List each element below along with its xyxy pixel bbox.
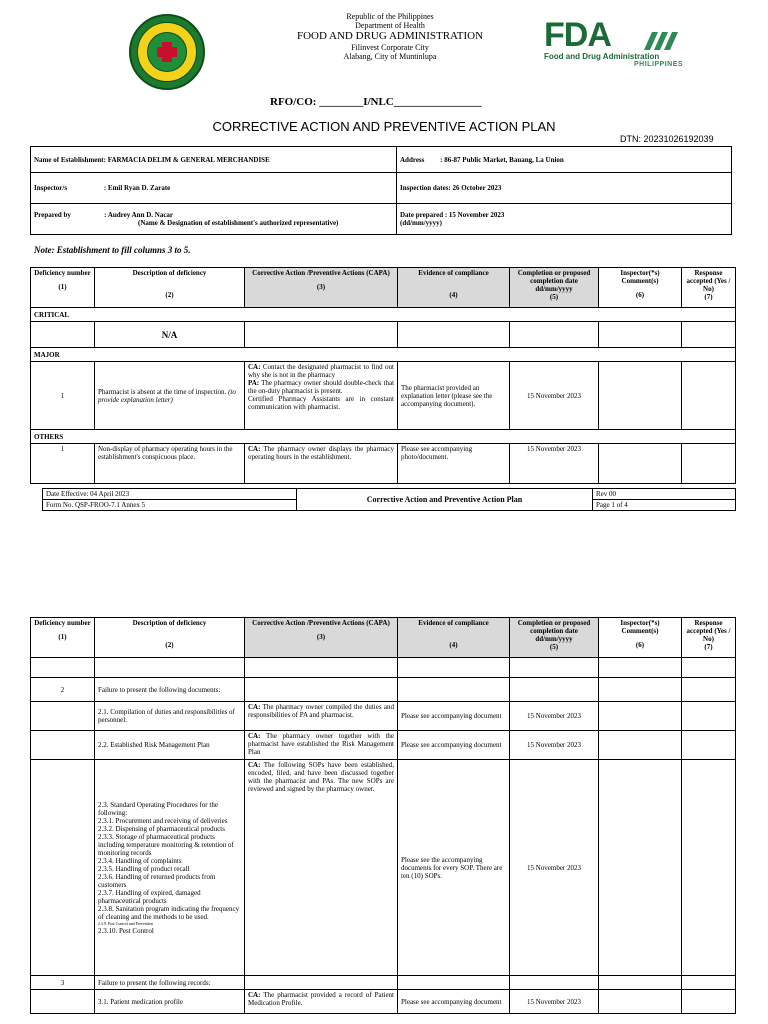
col-capa: Corrective Action /Preventive Actions (CAPA) (3) (245, 268, 398, 308)
header-address-1: Filinvest Corporate City (351, 43, 429, 52)
deficiency-description: 2.1. Compilation of duties and responsibilities of personnel. (95, 702, 245, 731)
establishment-name-value: FARMACIA DELIM & GENERAL MERCHANDISE (107, 155, 270, 164)
evidence-cell: Please see accompanying photo/document. (398, 444, 510, 484)
footer-date-effective: Date Effective: 04 April 2023 (43, 489, 297, 500)
evidence-cell: Please see accompanying document (398, 990, 510, 1014)
completion-date: 15 November 2023 (510, 731, 599, 760)
col-description: Description of deficiency (2) (95, 268, 245, 308)
establishment-name-cell (31, 147, 397, 173)
completion-date: 15 November 2023 (510, 990, 599, 1014)
inspector-label: Inspector/s (34, 184, 68, 192)
table-row (31, 990, 736, 1014)
address-value: : 86-87 Public Market, Bauang, La Union (440, 155, 564, 164)
prepared-by-cell (31, 204, 397, 235)
col-completion-date: Completion or proposed completion date dd/mm/yyyy (5) (510, 618, 599, 658)
column-header-row (31, 618, 736, 658)
capa-cell: CA: The following SOPs have been established, encoded, filed, and have been discussed together with the pharmacist and PAs. The new SOPs are reviewed and signed by the pharmacy owner. (245, 760, 398, 976)
evidence-cell: The pharmacist provided an explanation letter (please see the accompanying document). (398, 362, 510, 430)
capa-cell: CA: The pharmacy owner together with the pharmacist have established the Risk Management Plan (245, 731, 398, 760)
doh-seal-logo (129, 14, 205, 90)
completion-date: 15 November 2023 (510, 362, 599, 430)
col-inspector-comments: Inspector(*s) Comment(s) (6) (599, 268, 682, 308)
capa-cell: CA: The pharmacy owner displays the pharmacy operating hours in the establishment. (245, 444, 398, 484)
establishment-info-table (30, 146, 732, 235)
footer-rev: Rev 00 (593, 489, 736, 500)
col-response-accepted: Response accepted (Yes / No) (7) (682, 618, 736, 658)
section-major: MAJOR (31, 348, 736, 362)
fda-stripes-icon (640, 32, 680, 50)
capa-cell: CA: The pharmacist provided a record of Patient Medication Profile. (245, 990, 398, 1014)
col-deficiency-number: Deficiency number (1) (31, 618, 95, 658)
column-header-row (31, 268, 736, 308)
deficiency-number: 3 (31, 976, 95, 990)
deficiency-description: 2.3. Standard Operating Procedures for the following: 2.3.1. Procurement and receiving of deliveries 2.3.2. Dispensing of pharmaceutical products 2.3.3. Storage of pharmaceutical products including temperature monitoring & retention of monitoring records 2.3.4. Handling of complaints 2.3.5. Handling of product recall 2.3.6. Handling of returned products from customers 2.3.7. Handling of expired, damaged pharmaceutical products 2.3.8. Sanitation program indicating the frequency of cleaning and the methods to be used. 2.3.9. Pest Control and Prevention 2.3.10. Pest Control (95, 760, 245, 976)
header-republic: Republic of the Philippines (346, 12, 434, 21)
capa-table-page-1 (30, 267, 736, 484)
deficiency-description: Pharmacist is absent at the time of inspection. (to provide explanation letter) (95, 362, 245, 430)
prepared-by-label: Prepared by (34, 210, 71, 219)
section-others: OTHERS (31, 430, 736, 444)
completion-date: 15 November 2023 (510, 760, 599, 976)
col-inspector-comments: Inspector(*s) Comment(s) (6) (599, 618, 682, 658)
col-evidence: Evidence of compliance (4) (398, 618, 510, 658)
col-completion-date: Completion or proposed completion date dd/mm/yyyy (5) (510, 268, 599, 308)
table-row (31, 760, 736, 976)
capa-cell: CA: The pharmacy owner compiled the duties and responsibilities of PA and pharmacist. (245, 702, 398, 731)
inspector-cell (31, 173, 397, 204)
capa-table-page-2 (30, 617, 736, 1014)
deficiency-description: 3.1. Patient medication profile (95, 990, 245, 1014)
deficiency-description: Failure to present the following documents: (95, 678, 245, 702)
table-row (31, 444, 736, 484)
fda-logo-country: PHILIPPINES (634, 61, 684, 68)
deficiency-description: Non-display of pharmacy operating hours in the establishment's conspicuous place. (95, 444, 245, 484)
deficiency-number: 2 (31, 678, 95, 702)
header-agency: FOOD AND DRUG ADMINISTRATION (296, 30, 484, 42)
footer-page: Page 1 of 4 (593, 500, 736, 511)
header-address-2: Alabang, City of Muntinlupa (343, 52, 437, 61)
page-title: CORRECTIVE ACTION AND PREVENTIVE ACTION PLAN (212, 119, 556, 134)
evidence-cell: Please see the accompanying documents for every SOP. There are ten (10) SOPs. (398, 760, 510, 976)
date-prepared: Date prepared : 15 November 2023 (400, 210, 505, 219)
page-footer (42, 488, 736, 511)
rfo-line: RFO/CO: ________I/NLC________________ (270, 96, 482, 108)
deficiency-number: 1 (31, 444, 95, 484)
dtn-number: DTN: 20231026192039 (620, 134, 714, 144)
prepared-by-note: (Name & Designation of establishment's authorized representative) (138, 218, 339, 227)
table-row (31, 976, 736, 990)
inspection-dates-cell (397, 173, 732, 204)
inspector-value: : Emil Ryan D. Zarate (103, 184, 171, 192)
address-label: Address (400, 155, 425, 164)
fda-logo (542, 18, 688, 68)
col-evidence: Evidence of compliance (4) (398, 268, 510, 308)
table-row (31, 702, 736, 731)
col-deficiency-number: Deficiency number (1) (31, 268, 95, 308)
section-critical: CRITICAL (31, 308, 736, 322)
completion-date: 15 November 2023 (510, 444, 599, 484)
date-format: (dd/mm/yyyy) (400, 218, 442, 227)
deficiency-number: 1 (31, 362, 95, 430)
header-department: Department of Health (355, 21, 425, 30)
evidence-cell: Please see accompanying document (398, 731, 510, 760)
fda-logo-subtitle: Food and Drug Administration (544, 52, 660, 61)
note-text: Note: Establishment to fill columns 3 to 5. (34, 245, 191, 255)
address-cell (397, 147, 732, 173)
footer-title: Corrective Action and Preventive Action Plan (297, 489, 593, 511)
prepared-by-value: : Audrey Ann D. Nacar (104, 210, 174, 219)
col-capa: Corrective Action /Preventive Actions (CAPA) (3) (245, 618, 398, 658)
deficiency-description: Failure to present the following records: (95, 976, 245, 990)
completion-date: 15 November 2023 (510, 702, 599, 731)
capa-cell: CA: Contact the designated pharmacist to find out why she is not in the pharmacy PA: The pharmacy owner should double-check that the on-duty pharmacist is present. Certified Pharmacy Assistants are in constant communication with pharmacist. (245, 362, 398, 430)
fda-logo-text: FDA (544, 16, 611, 54)
critical-na: N/A (95, 322, 245, 348)
date-prepared-cell (397, 204, 732, 235)
establishment-name-label: Name of Establishment: (34, 155, 106, 164)
evidence-cell: Please see accompanying document (398, 702, 510, 731)
inspection-dates: Inspection dates: 26 October 2023 (400, 184, 502, 192)
deficiency-description: 2.2. Established Risk Management Plan (95, 731, 245, 760)
table-row (31, 678, 736, 702)
col-description: Description of deficiency (2) (95, 618, 245, 658)
table-row (31, 362, 736, 430)
table-row (31, 731, 736, 760)
footer-form-no: Form No. QSP-FROO-7.1 Annex 5 (43, 500, 297, 511)
col-response-accepted: Response accepted (Yes / No) (7) (682, 268, 736, 308)
